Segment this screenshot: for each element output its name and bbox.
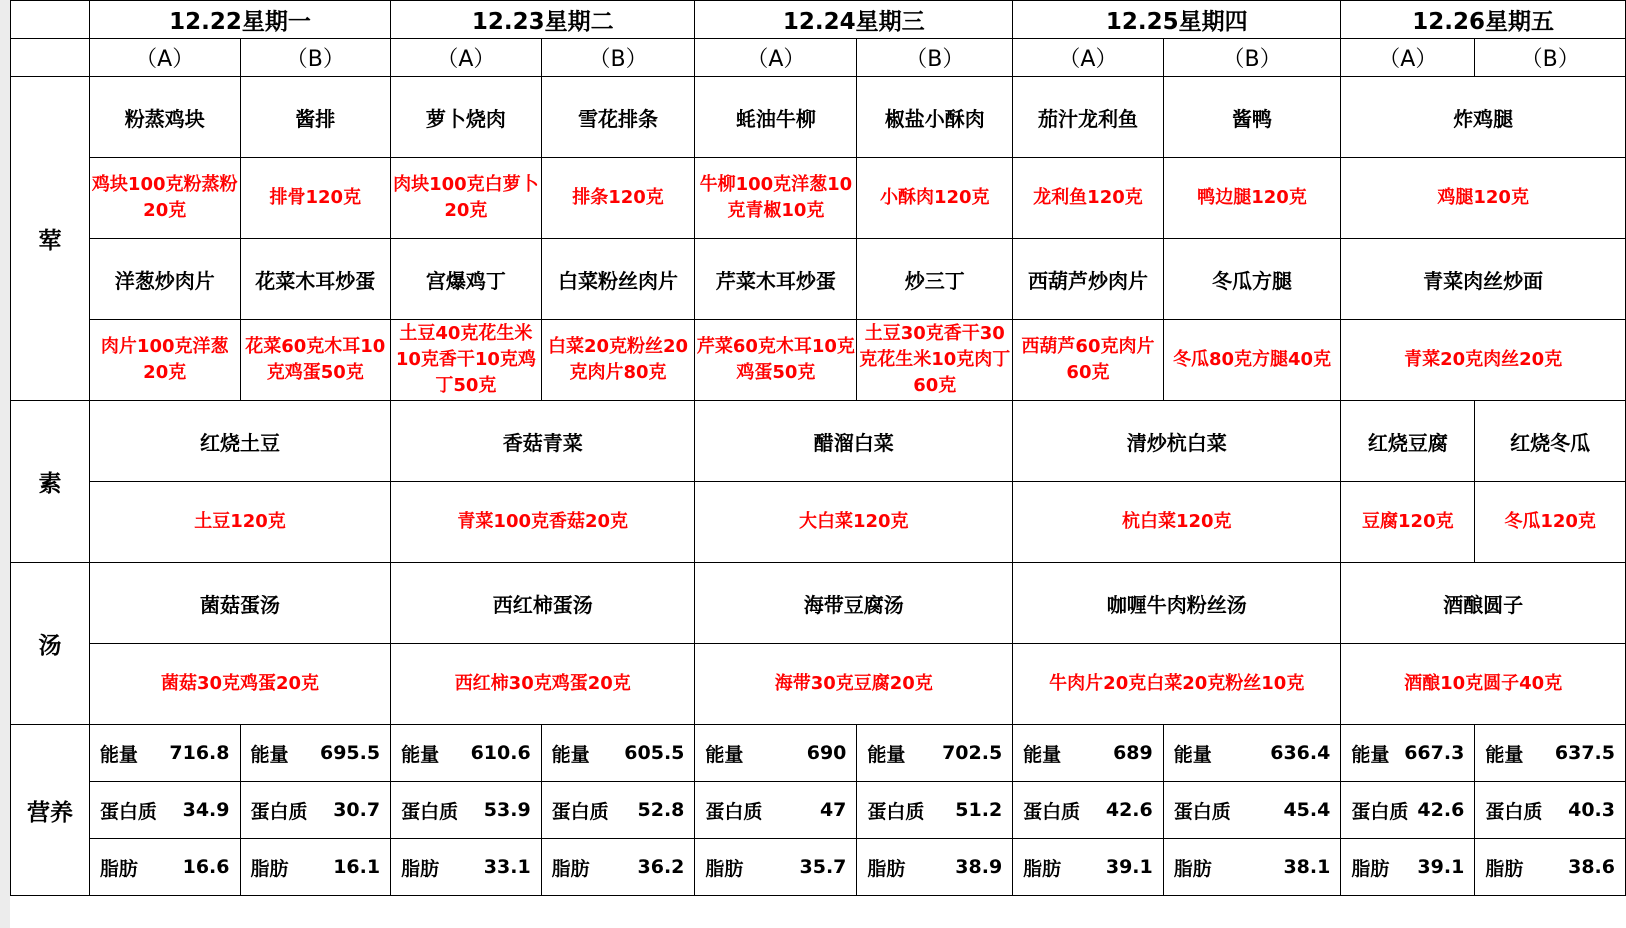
dish-name: 茄汁龙利鱼 [1013,77,1164,158]
energy-cell [89,725,240,782]
meat-dish-row-1 [11,77,1626,158]
dish-name: 椒盐小酥肉 [857,77,1013,158]
nutrition-fat-row [11,839,1626,896]
protein-value: 34.9 [182,799,230,821]
protein-label: 蛋白质 [867,800,925,823]
energy-value: 695.5 [319,742,381,764]
protein-label: 蛋白质 [1173,800,1231,823]
dish-ingredients: 土豆30克香干30克花生米10克肉丁60克 [857,320,1013,401]
corner-cell [11,39,90,77]
protein-cell [1013,782,1164,839]
dish-ingredients: 芹菜60克木耳10克鸡蛋50克 [695,320,857,401]
dish-ingredients: 菌菇30克鸡蛋20克 [89,644,390,725]
energy-cell [240,725,391,782]
dish-ingredients: 西红柿30克鸡蛋20克 [391,644,695,725]
protein-cell [541,782,695,839]
dish-ingredients: 小酥肉120克 [857,158,1013,239]
category-meat: 荤 [11,77,90,401]
dish-name: 雪花排条 [541,77,695,158]
protein-label: 蛋白质 [99,800,157,823]
dish-name: 西葫芦炒肉片 [1013,239,1164,320]
dish-ingredients: 牛肉片20克白菜20克粉丝10克 [1013,644,1341,725]
dish-name: 芹菜木耳炒蛋 [695,239,857,320]
dish-name: 洋葱炒肉片 [89,239,240,320]
dish-ingredients: 酒酿10克圆子40克 [1341,644,1626,725]
fat-cell [89,839,240,896]
energy-label: 能量 [99,743,138,766]
fat-cell [1475,839,1626,896]
protein-label: 蛋白质 [250,800,308,823]
fat-cell [391,839,542,896]
dish-name: 炒三丁 [857,239,1013,320]
dish-ingredients: 肉片100克洋葱20克 [89,320,240,401]
energy-label: 能量 [705,743,744,766]
option-b: （B） [1475,39,1626,77]
energy-cell [391,725,542,782]
protein-value: 52.8 [637,799,685,821]
row-header-stripe [0,0,10,928]
dish-name: 菌菇蛋汤 [89,563,390,644]
dish-name: 宫爆鸡丁 [391,239,542,320]
protein-cell [695,782,857,839]
category-nutrition: 营养 [11,725,90,896]
energy-label: 能量 [551,743,590,766]
protein-cell [857,782,1013,839]
energy-value: 637.5 [1554,742,1615,764]
fat-label: 脂肪 [99,857,138,880]
dish-ingredients: 土豆120克 [89,482,390,563]
protein-value: 30.7 [333,799,381,821]
dish-ingredients: 豆腐120克 [1341,482,1475,563]
fat-label: 脂肪 [1173,857,1212,880]
dish-name: 冬瓜方腿 [1163,239,1341,320]
day-header-row [11,1,1626,39]
fat-value: 33.1 [483,856,531,878]
option-b: （B） [240,39,391,77]
fat-label: 脂肪 [1023,857,1062,880]
fat-value: 38.9 [955,856,1003,878]
fat-value: 38.6 [1568,856,1615,878]
dish-name: 酱鸭 [1163,77,1341,158]
day-header: 12.24星期三 [695,1,1013,39]
dish-name: 蚝油牛柳 [695,77,857,158]
protein-value: 42.6 [1417,799,1465,821]
day-header: 12.25星期四 [1013,1,1341,39]
fat-cell [1341,839,1475,896]
fat-label: 脂肪 [1351,857,1390,880]
category-veg: 素 [11,401,90,563]
energy-value: 667.3 [1404,742,1465,764]
protein-value: 40.3 [1568,799,1615,821]
dish-ingredients: 白菜20克粉丝20克肉片80克 [541,320,695,401]
dish-name: 香菇青菜 [391,401,695,482]
energy-cell [1163,725,1341,782]
fat-label: 脂肪 [551,857,590,880]
energy-label: 能量 [401,743,440,766]
dish-ingredients: 杭白菜120克 [1013,482,1341,563]
dish-name: 咖喱牛肉粉丝汤 [1013,563,1341,644]
dish-ingredients: 鸭边腿120克 [1163,158,1341,239]
option-a: （A） [1013,39,1164,77]
protein-value: 45.4 [1283,799,1331,821]
protein-label: 蛋白质 [1351,800,1409,823]
fat-label: 脂肪 [867,857,906,880]
option-a: （A） [1341,39,1475,77]
option-a: （A） [89,39,240,77]
protein-cell [1163,782,1341,839]
option-b: （B） [857,39,1013,77]
option-b: （B） [541,39,695,77]
meat-ingredient-row-2 [11,320,1626,401]
dish-name: 红烧豆腐 [1341,401,1475,482]
soup-ingredient-row [11,644,1626,725]
fat-cell [541,839,695,896]
weekly-menu-table [10,0,1626,896]
dish-name: 萝卜烧肉 [391,77,542,158]
dish-name: 西红柿蛋汤 [391,563,695,644]
veg-dish-row [11,401,1626,482]
energy-value: 636.4 [1270,742,1331,764]
dish-ingredients: 青菜100克香菇20克 [391,482,695,563]
protein-label: 蛋白质 [1485,800,1543,823]
protein-cell [89,782,240,839]
fat-value: 36.2 [637,856,685,878]
energy-label: 能量 [1173,743,1212,766]
protein-label: 蛋白质 [401,800,459,823]
fat-value: 38.1 [1283,856,1331,878]
dish-name: 清炒杭白菜 [1013,401,1341,482]
protein-label: 蛋白质 [705,800,763,823]
dish-ingredients: 土豆40克花生米10克香干10克鸡丁50克 [391,320,542,401]
fat-cell [240,839,391,896]
dish-ingredients: 青菜20克肉丝20克 [1341,320,1626,401]
energy-label: 能量 [1351,743,1390,766]
fat-label: 脂肪 [705,857,744,880]
day-header: 12.22星期一 [89,1,390,39]
option-a: （A） [695,39,857,77]
dish-ingredients: 排骨120克 [240,158,391,239]
energy-label: 能量 [1023,743,1062,766]
dish-name: 红烧土豆 [89,401,390,482]
dish-ingredients: 肉块100克白萝卜20克 [391,158,542,239]
dish-ingredients: 大白菜120克 [695,482,1013,563]
energy-cell [695,725,857,782]
energy-cell [1341,725,1475,782]
dish-ingredients: 鸡腿120克 [1341,158,1626,239]
fat-label: 脂肪 [401,857,440,880]
dish-name: 粉蒸鸡块 [89,77,240,158]
dish-name: 红烧冬瓜 [1475,401,1626,482]
protein-label: 蛋白质 [1023,800,1081,823]
fat-value: 35.7 [799,856,847,878]
protein-cell [1475,782,1626,839]
option-a: （A） [391,39,542,77]
day-header: 12.23星期二 [391,1,695,39]
protein-cell [1341,782,1475,839]
protein-value: 47 [819,799,847,821]
dish-ingredients: 花菜60克木耳10克鸡蛋50克 [240,320,391,401]
protein-value: 53.9 [483,799,531,821]
fat-value: 39.1 [1417,856,1465,878]
dish-ingredients: 排条120克 [541,158,695,239]
dish-name: 酒酿圆子 [1341,563,1626,644]
energy-value: 716.8 [169,742,230,764]
fat-cell [1163,839,1341,896]
soup-dish-row [11,563,1626,644]
fat-label: 脂肪 [250,857,289,880]
energy-label: 能量 [250,743,289,766]
nutrition-protein-row [11,782,1626,839]
protein-cell [240,782,391,839]
dish-ingredients: 西葫芦60克肉片60克 [1013,320,1164,401]
dish-name: 酱排 [240,77,391,158]
dish-ingredients: 龙利鱼120克 [1013,158,1164,239]
meat-dish-row-2 [11,239,1626,320]
energy-value: 690 [806,742,847,764]
meat-ingredient-row-1 [11,158,1626,239]
energy-label: 能量 [867,743,906,766]
fat-label: 脂肪 [1485,857,1524,880]
protein-label: 蛋白质 [551,800,609,823]
dish-ingredients: 海带30克豆腐20克 [695,644,1013,725]
energy-cell [541,725,695,782]
protein-cell [391,782,542,839]
fat-value: 16.1 [333,856,381,878]
category-soup: 汤 [11,563,90,725]
dish-ingredients: 冬瓜80克方腿40克 [1163,320,1341,401]
energy-value: 689 [1113,742,1153,764]
dish-ingredients: 鸡块100克粉蒸粉20克 [89,158,240,239]
day-header: 12.26星期五 [1341,1,1626,39]
veg-ingredient-row [11,482,1626,563]
dish-name: 醋溜白菜 [695,401,1013,482]
dish-name: 青菜肉丝炒面 [1341,239,1626,320]
energy-value: 605.5 [624,742,685,764]
dish-name: 炸鸡腿 [1341,77,1626,158]
dish-ingredients: 牛柳100克洋葱10克青椒10克 [695,158,857,239]
dish-ingredients: 冬瓜120克 [1475,482,1626,563]
fat-cell [1013,839,1164,896]
nutrition-energy-row [11,725,1626,782]
option-header-row [11,39,1626,77]
fat-value: 39.1 [1105,856,1153,878]
energy-value: 610.6 [470,742,531,764]
protein-value: 51.2 [955,799,1003,821]
energy-cell [1475,725,1626,782]
fat-cell [857,839,1013,896]
energy-label: 能量 [1485,743,1524,766]
protein-value: 42.6 [1105,799,1153,821]
dish-name: 海带豆腐汤 [695,563,1013,644]
energy-value: 702.5 [942,742,1003,764]
dish-name: 白菜粉丝肉片 [541,239,695,320]
option-b: （B） [1163,39,1341,77]
fat-cell [695,839,857,896]
energy-cell [857,725,1013,782]
energy-cell [1013,725,1164,782]
corner-cell [11,1,90,39]
dish-name: 花菜木耳炒蛋 [240,239,391,320]
fat-value: 16.6 [182,856,230,878]
